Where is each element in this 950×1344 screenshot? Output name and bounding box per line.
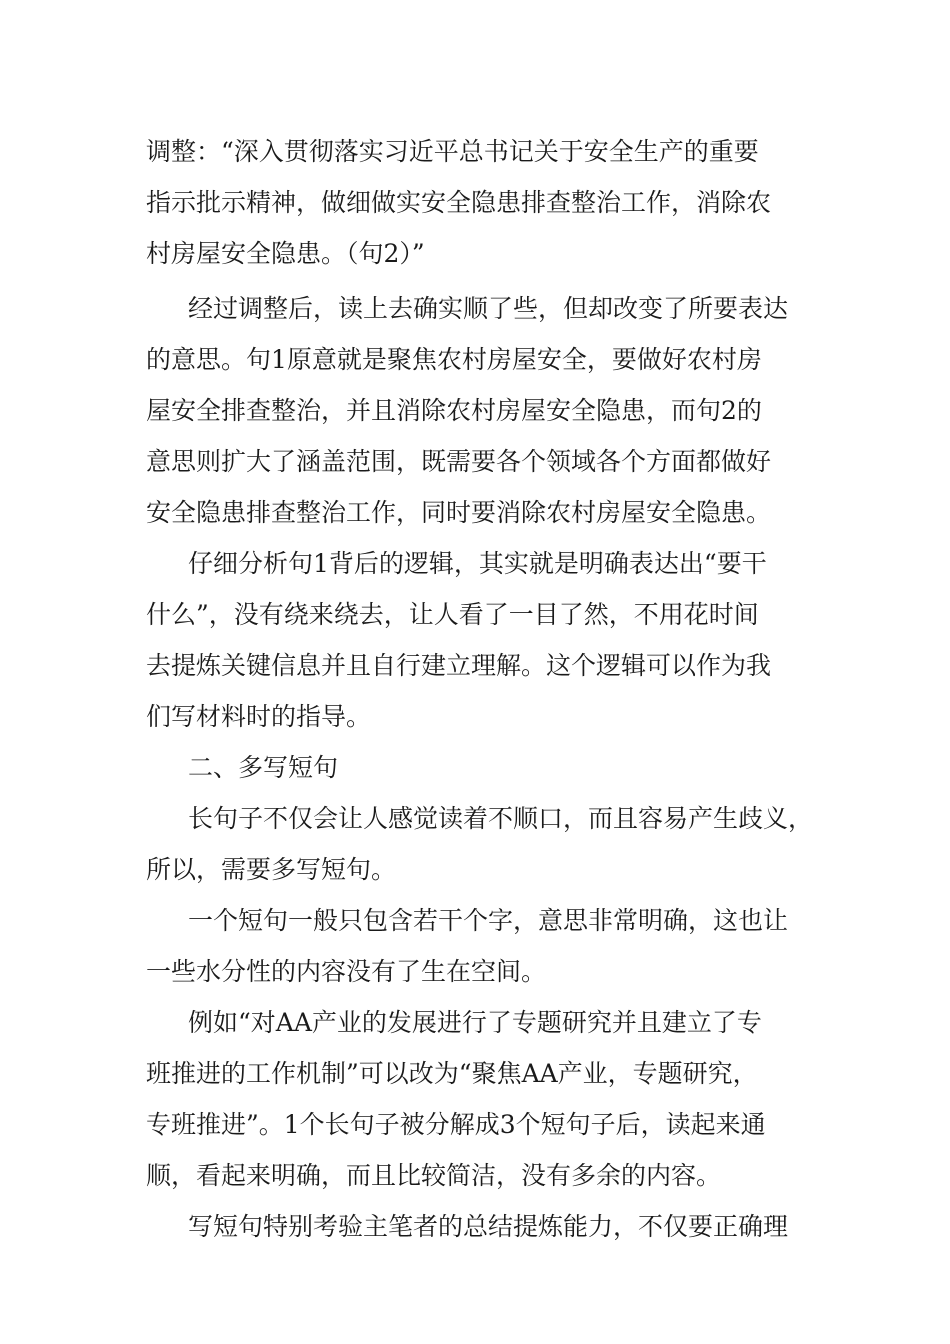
text-line: 屋安全排查整治，并且消除农村房屋安全隐患，而句2的 [146,396,762,425]
text-line: 顺，看起来明确，而且比较简洁，没有多余的内容。 [146,1161,722,1190]
text-line: 们写材料时的指导。 [146,702,372,731]
text-line: 调整：“深入贯彻落实习近平总书记关于安全生产的重要 [146,137,759,166]
text-line: 去提炼关键信息并且自行建立理解。这个逻辑可以作为我 [146,651,772,680]
text-line: 安全隐患排查整治工作，同时要消除农村房屋安全隐患。 [146,498,772,527]
text-line: 村房屋安全隐患。（句2）” [146,239,425,268]
paragraph-first-line: 经过调整后，读上去确实顺了些，但却改变了所要表达 [188,294,789,323]
paragraph-first-line: 例如“对AA产业的发展进行了专题研究并且建立了专 [188,1008,762,1037]
text-line: 意思则扩大了涵盖范围，既需要各个领域各个方面都做好 [146,447,772,476]
text-line: 指示批示精神，做细做实安全隐患排查整治工作，消除农 [146,188,772,217]
text-line: 一些水分性的内容没有了生在空间。 [146,957,547,986]
text-line: 的意思。句1原意就是聚焦农村房屋安全，要做好农村房 [146,345,762,374]
paragraph-first-line: 一个短句一般只包含若干个字，意思非常明确，这也让 [188,906,789,935]
document-body [146,126,814,1252]
text-line: 所以，需要多写短句。 [146,855,397,884]
section-heading: 二、多写短句 [188,753,339,782]
paragraph-first-line: 长句子不仅会让人感觉读着不顺口，而且容易产生歧义， [188,804,814,833]
text-line: 什么”，没有绕来绕去，让人看了一目了然，不用花时间 [146,600,759,629]
text-line: 班推进的工作机制”可以改为“聚焦AA产业，专题研究， [146,1059,758,1088]
paragraph-first-line: 仔细分析句1背后的逻辑，其实就是明确表达出“要干 [188,549,767,578]
paragraph-first-line: 写短句特别考验主笔者的总结提炼能力，不仅要正确理 [188,1212,789,1241]
text-line: 专班推进”。1个长句子被分解成3个短句子后，读起来通 [146,1110,766,1139]
